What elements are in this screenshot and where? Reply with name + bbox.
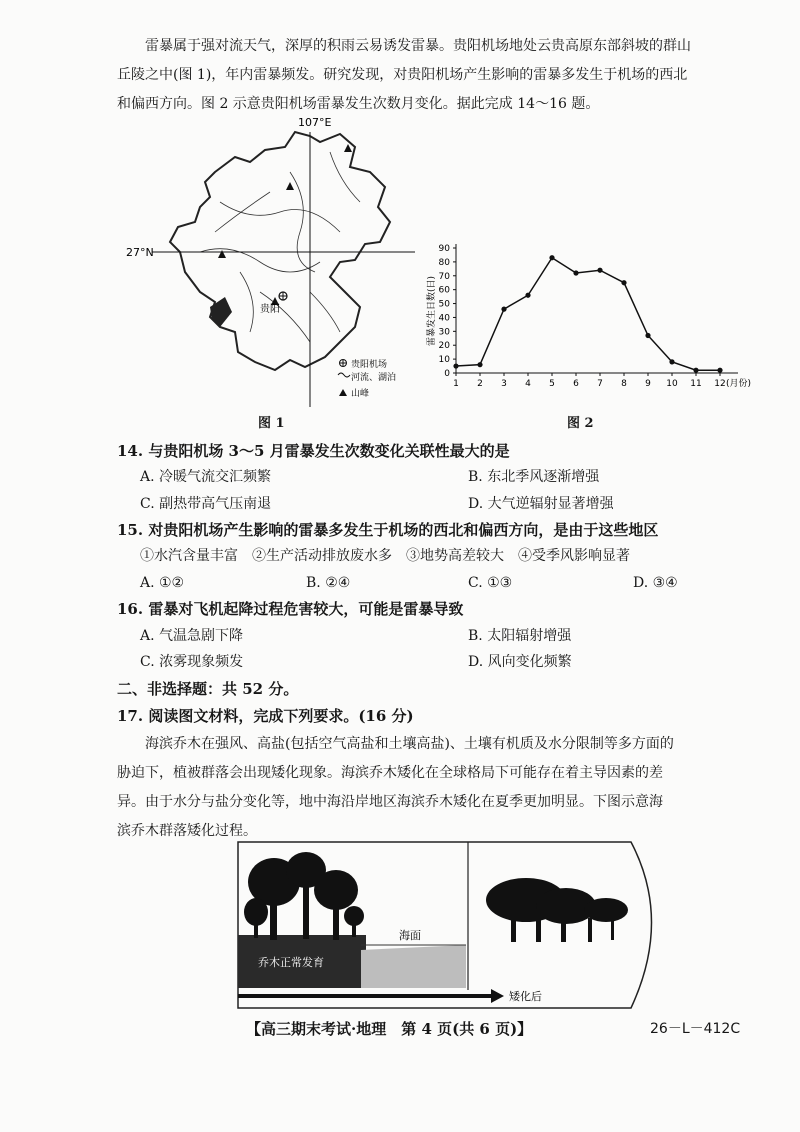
- y-tick-label: 10: [438, 355, 450, 366]
- q16-option-c[interactable]: C. 浓雾现象频发: [140, 654, 244, 670]
- guizhou-map: [126, 112, 430, 412]
- sea-label: 海面: [399, 929, 421, 942]
- section2-heading: 二、非选择题：共 52 分。: [117, 680, 299, 698]
- dwarfed-trees: [486, 878, 628, 942]
- y-tick-label: 50: [438, 299, 450, 310]
- y-tick-label: 30: [438, 327, 450, 338]
- intro-line: 丘陵之中(图 1)，年内雷暴频发。研究发现，对贵阳机场产生影响的雷暴多发生于机场的西北: [117, 67, 688, 83]
- y-tick-label: 0: [444, 369, 450, 379]
- x-tick-label: 4: [525, 379, 531, 389]
- data-point: [549, 255, 554, 260]
- figure2-caption: 图 2: [567, 416, 594, 431]
- map-legend: [338, 358, 396, 399]
- q14-option-c[interactable]: C. 副热带高气压南退: [140, 496, 272, 512]
- x-tick-label: 6: [573, 379, 579, 389]
- x-tick-label: 9: [645, 379, 651, 389]
- q15-statements: ①水汽含量丰富 ②生产活动排放废水多 ③地势高差较大 ④受季风影响显著: [140, 548, 630, 564]
- q14-option-d[interactable]: D. 大气逆辐射显著增强: [468, 496, 614, 512]
- q17-stem: 17. 阅读图文材料，完成下列要求。(16 分): [117, 707, 414, 725]
- q17-paragraph: [117, 730, 745, 846]
- data-point: [453, 363, 458, 368]
- x-tick-label: 12: [714, 379, 726, 389]
- q16-option-a[interactable]: A. 气温急剧下降: [140, 628, 244, 644]
- data-point: [573, 270, 578, 275]
- data-point: [597, 268, 602, 273]
- data-point: [621, 280, 626, 285]
- q14-option-a[interactable]: A. 冷暖气流交汇频繁: [140, 469, 272, 485]
- q17-line: 滨乔木群落矮化过程。: [117, 823, 257, 839]
- latitude-label: 27°N: [126, 246, 154, 259]
- figure1-caption: 图 1: [258, 416, 285, 431]
- q14-stem: 14. 与贵阳机场 3～5 月雷暴发生次数变化关联性最大的是: [117, 442, 510, 460]
- data-point: [717, 368, 722, 373]
- x-tick-label: 1: [453, 379, 459, 389]
- y-tick-label: 90: [438, 244, 450, 254]
- x-tick-label: 2: [477, 379, 483, 389]
- x-tick-label: 8: [621, 379, 627, 389]
- intro-paragraph: [117, 32, 745, 119]
- data-point: [525, 293, 530, 298]
- q15-option-a[interactable]: A. ①②: [140, 575, 185, 591]
- thunderstorm-chart: [420, 238, 770, 388]
- longitude-label: 107°E: [298, 116, 332, 129]
- data-point: [501, 307, 506, 312]
- intro-line: 雷暴属于强对流天气，深厚的积雨云易诱发雷暴。贵阳机场地处云贵高原东部斜坡的群山: [145, 38, 691, 54]
- x-tick-label: 7: [597, 379, 603, 389]
- q17-line: 胁迫下，植被群落会出现矮化现象。海滨乔木矮化在全球格局下可能存在着主导因素的差: [117, 765, 663, 781]
- data-point: [477, 362, 482, 367]
- q14-option-b[interactable]: B. 东北季风逐渐增强: [468, 469, 600, 485]
- q17-line: 海滨乔木在强风、高盐(包括空气高盐和土壤高盐)、土壤有机质及水分限制等多方面的: [145, 736, 674, 752]
- after-label: 矮化后: [509, 990, 542, 1003]
- dwarfing-figure: [236, 840, 672, 1012]
- q15-option-c[interactable]: C. ①③: [468, 575, 513, 591]
- x-tick-label: 5: [549, 379, 555, 389]
- sea: [361, 945, 466, 988]
- q15-stem: 15. 对贵阳机场产生影响的雷暴多发生于机场的西北和偏西方向，是由于这些地区: [117, 521, 659, 539]
- normal-trees: [244, 852, 364, 940]
- x-axis-label: (月份): [726, 379, 752, 389]
- y-tick-label: 80: [438, 257, 450, 268]
- data-point: [669, 359, 674, 364]
- y-tick-label: 60: [438, 285, 450, 296]
- q17-line: 异。由于水分与盐分变化等，地中海沿岸地区海滨乔木矮化在夏季更加明显。下图示意海: [117, 794, 663, 810]
- legend-airport: 贵阳机场: [351, 360, 388, 370]
- data-point: [645, 333, 650, 338]
- q16-option-b[interactable]: B. 太阳辐射增强: [468, 628, 572, 644]
- y-tick-label: 70: [438, 271, 450, 282]
- intro-line: 和偏西方向。图 2 示意贵阳机场雷暴发生次数月变化。据此完成 14～16 题。: [117, 96, 600, 112]
- y-tick-label: 40: [438, 313, 450, 324]
- legend-peak: 山峰: [351, 389, 370, 399]
- airport-label: 贵阳: [260, 304, 280, 315]
- q15-option-b[interactable]: B. ②④: [306, 575, 351, 591]
- footer-code: 26－L－412C: [650, 1021, 741, 1037]
- chart-ylabel: 雷暴发生日数(日): [427, 275, 437, 346]
- q16-stem: 16. 雷暴对飞机起降过程危害较大，可能是雷暴导致: [117, 600, 464, 618]
- q15-option-d[interactable]: D. ③④: [633, 575, 678, 591]
- x-tick-label: 3: [501, 379, 507, 389]
- forest-label: 乔木正常发育: [258, 956, 324, 969]
- q16-option-d[interactable]: D. 风向变化频繁: [468, 654, 572, 670]
- x-tick-label: 11: [690, 379, 702, 389]
- data-point: [693, 368, 698, 373]
- footer-page: 【高三期末考试·地理 第 4 页(共 6 页)】: [246, 1020, 533, 1038]
- x-tick-label: 10: [666, 379, 678, 389]
- series-line: [456, 258, 720, 371]
- legend-river: 河流、湖泊: [351, 373, 397, 383]
- y-tick-label: 20: [438, 341, 450, 352]
